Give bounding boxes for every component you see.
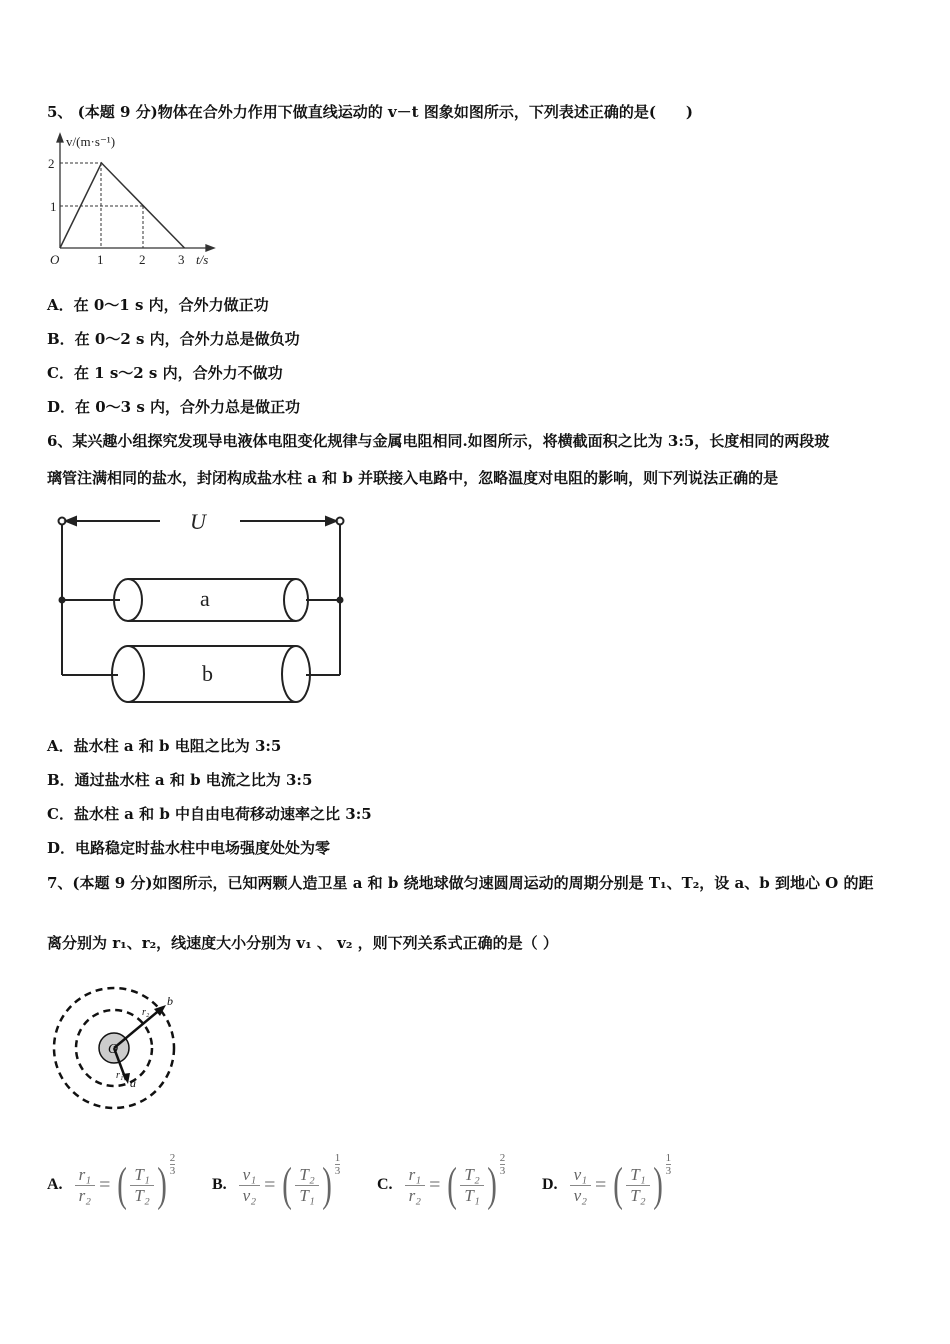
exponent-denominator: 3 [665, 1165, 672, 1177]
lhs-denominator: v₂ [242, 1185, 257, 1205]
exponent-numerator: 2 [169, 1152, 176, 1164]
rhs-numerator: T₁ [130, 1165, 153, 1186]
rhs-numerator: T₁ [626, 1165, 649, 1186]
lhs-denominator: r₂ [408, 1185, 422, 1205]
r1-label: r₁ [116, 1070, 124, 1081]
voltage-label: U [190, 509, 206, 534]
q7-stem-1: 7、(本题 9 分)如图所示，已知两颗人造卫星 a 和 b 绕地球做匀速圆周运动的周期分别是 T₁、T₂，设 a、b 到地心 O 的距 [47, 874, 874, 892]
y-tick: 2 [48, 156, 55, 171]
rhs-denominator: T₂ [630, 1185, 646, 1205]
lhs-denominator: v₂ [573, 1185, 588, 1205]
option-label: D. [542, 1176, 558, 1193]
x-axis-arrow-icon [206, 245, 214, 251]
q7-option-b: B. $\frac{\text{v₁}}{\text{v₂}}$ = ( $\frac{\text{T₂}}{\text{T₁}}$ ) $\frac{1}{3}$ [212, 1152, 341, 1211]
option-label: A. [47, 1176, 63, 1193]
vt-chart [40, 130, 230, 270]
y-axis-arrow-icon [57, 134, 63, 142]
r2-label: r₂ [142, 1007, 150, 1018]
column-b-label: b [202, 661, 213, 686]
x-tick: 3 [178, 252, 185, 267]
q6-option-c: C．盐水柱 a 和 b 中自由电荷移动速率之比 3:5 [47, 805, 372, 823]
q7-stem-2: 离分别为 r₁、r₂，线速度大小分别为 v₁ 、 v₂ ，则下列关系式正确的是（ ） [47, 934, 558, 952]
lhs-numerator: r₁ [405, 1165, 426, 1186]
earth-center-label: O [108, 1042, 119, 1057]
q6-option-b: B．通过盐水柱 a 和 b 电流之比为 3:5 [47, 771, 313, 789]
q5-stem: 5、 (本题 9 分)物体在合外力作用下做直线运动的 v－t 图象如图所示，下列表述正确的是( ) [47, 103, 694, 121]
exponent-numerator: 1 [665, 1152, 672, 1164]
rhs-denominator: T₂ [134, 1185, 150, 1205]
x-tick: 2 [139, 252, 146, 267]
lhs-numerator: v₁ [570, 1165, 591, 1186]
y-axis-label: v/(m·s⁻¹) [66, 134, 116, 149]
satellite-b-label: b [167, 994, 173, 1008]
q5-option-c: C．在 1 s～2 s 内，合外力不做功 [47, 364, 283, 382]
exponent-denominator: 3 [334, 1165, 341, 1177]
q7-option-d: D. $\frac{\text{v₁}}{\text{v₂}}$ = ( $\frac{\text{T₁}}{\text{T₂}}$ ) $\frac{1}{3}$ [542, 1152, 672, 1211]
q6-option-a: A．盐水柱 a 和 b 电阻之比为 3:5 [47, 737, 282, 755]
exponent-numerator: 1 [334, 1152, 341, 1164]
rhs-denominator: T₁ [299, 1185, 315, 1205]
q6-stem-1: 6、某兴趣小组探究发现导电液体电阻变化规律与金属电阻相同.如图所示，将横截面积之比为 3:5，长度相同的两段玻 [47, 432, 830, 450]
origin-label: O [50, 252, 60, 267]
satellite-a-label: a [130, 1076, 136, 1090]
q5-option-b: B．在 0～2 s 内，合外力总是做负功 [47, 330, 300, 348]
option-label: B. [212, 1176, 227, 1193]
q5-option-d: D．在 0～3 s 内，合外力总是做正功 [47, 398, 300, 416]
q7-option-c: C. $\frac{\text{r₁}}{\text{r₂}}$ = ( $\frac{\text{T₂}}{\text{T₁}}$ ) $\frac{2}{3}$ [377, 1152, 506, 1211]
rhs-numerator: T₂ [295, 1165, 318, 1186]
x-axis-label: t/s [196, 252, 209, 267]
exponent-denominator: 3 [499, 1165, 506, 1177]
orbit-diagram [50, 985, 185, 1120]
rhs-numerator: T₂ [460, 1165, 483, 1186]
q5-option-a: A．在 0～1 s 内，合外力做正功 [47, 296, 269, 314]
column-a-label: a [200, 586, 210, 611]
rhs-denominator: T₁ [464, 1185, 480, 1205]
lhs-numerator: r₁ [75, 1165, 96, 1186]
y-tick: 1 [50, 199, 57, 214]
lhs-denominator: r₂ [78, 1185, 92, 1205]
q6-option-d: D．电路稳定时盐水柱中电场强度处处为零 [47, 839, 331, 857]
exponent-numerator: 2 [499, 1152, 506, 1164]
circuit-diagram [50, 505, 360, 715]
option-label: C. [377, 1176, 393, 1193]
exponent-denominator: 3 [169, 1165, 176, 1177]
q7-option-a: A. $\frac{\text{r₁}}{\text{r₂}}$ = ( $\frac{\text{T₁}}{\text{T₂}}$ ) $\frac{2}{3}$ [47, 1152, 176, 1211]
q6-stem-2: 璃管注满相同的盐水，封闭构成盐水柱 a 和 b 并联接入电路中，忽略温度对电阻的影响，则下列说法正确的是 [47, 469, 779, 487]
x-tick: 1 [97, 252, 104, 267]
lhs-numerator: v₁ [239, 1165, 260, 1186]
